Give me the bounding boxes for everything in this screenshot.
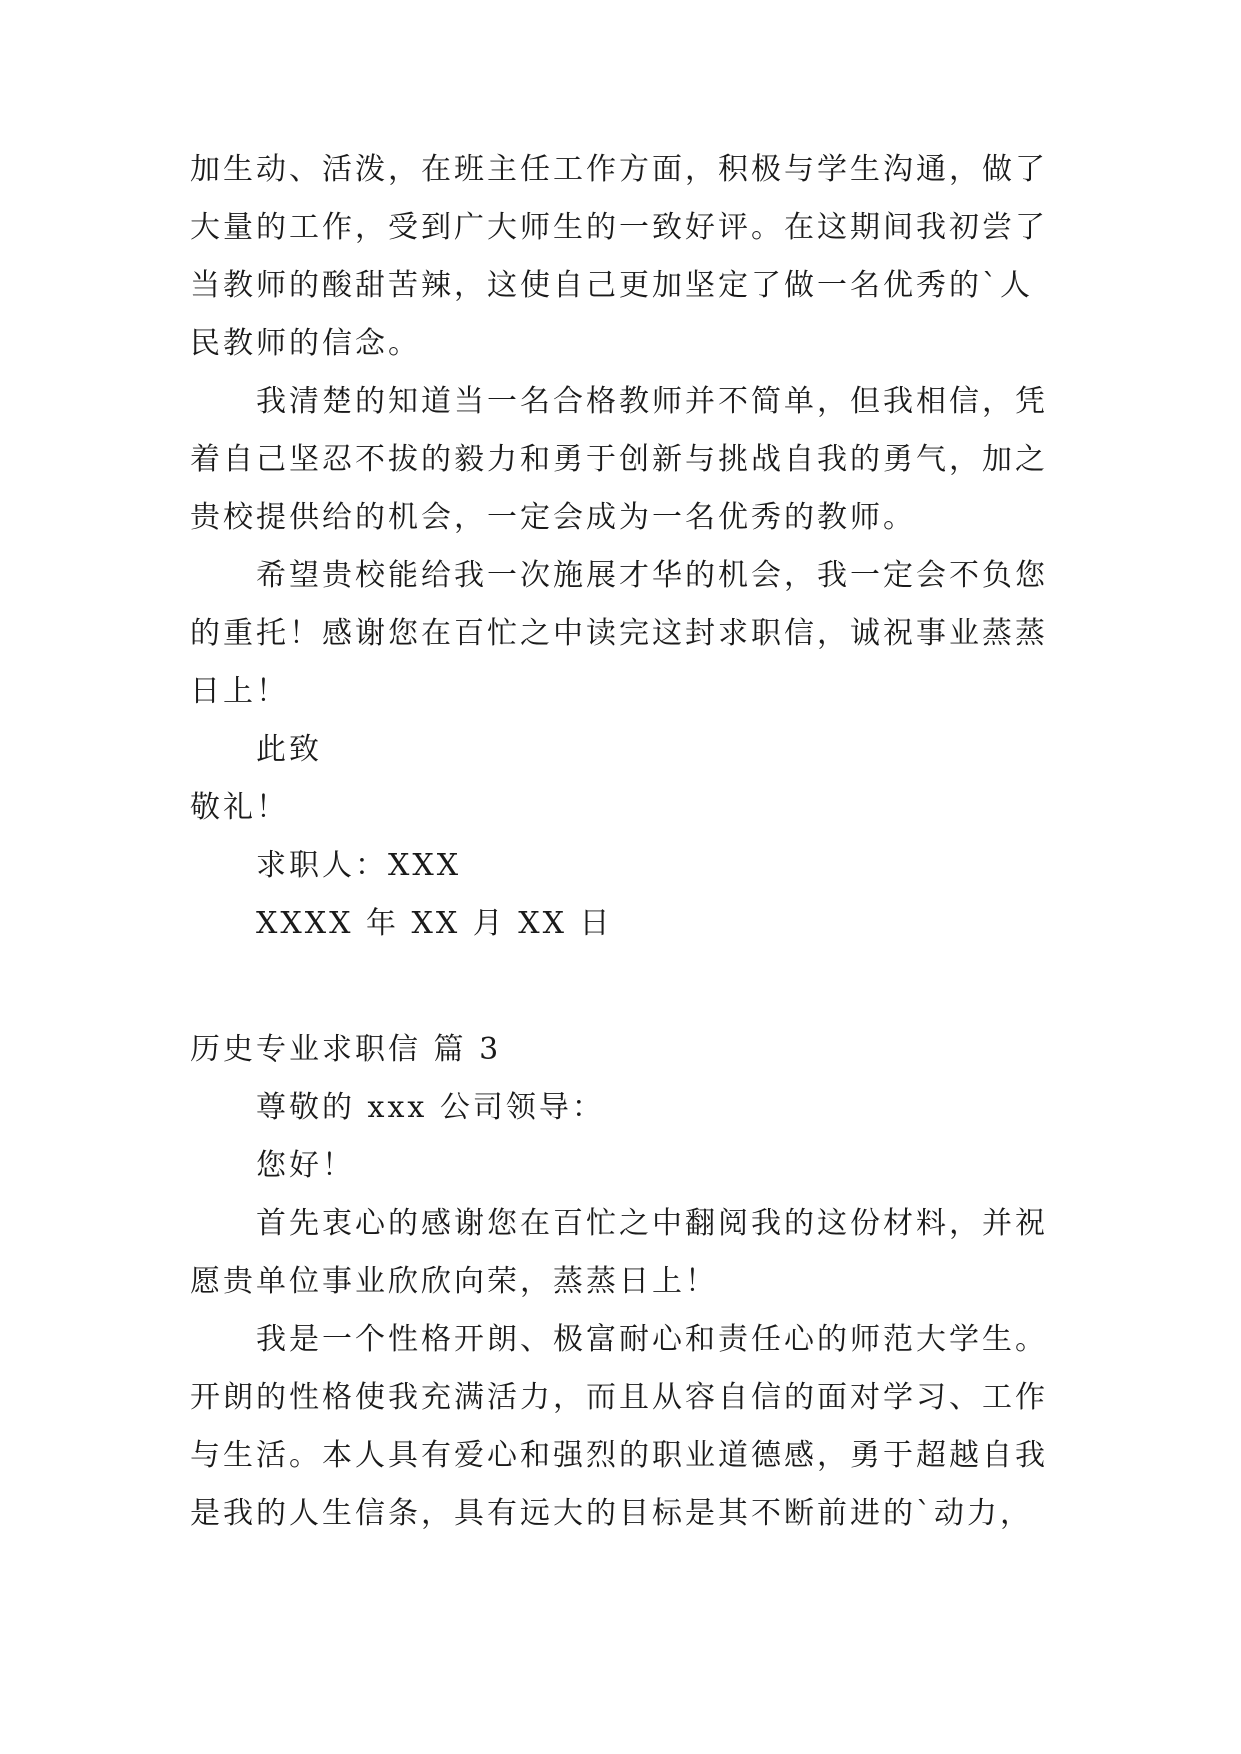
closing-regards: 敬礼！ xyxy=(190,790,289,825)
signature-date: XXXX 年 XX 月 XX 日 xyxy=(256,906,613,941)
text-line: 希望贵校能给我一次施展才华的机会，我一定会不负您 xyxy=(256,558,1048,593)
text-line: 首先衷心的感谢您在百忙之中翻阅我的这份材料，并祝 xyxy=(256,1206,1048,1241)
text-line: 当教师的酸甜苦辣，这使自己更加坚定了做一名优秀的`人 xyxy=(190,268,1033,303)
text-line: 是我的人生信条，具有远大的目标是其不断前进的`动力， xyxy=(190,1496,1033,1531)
greeting-hello: 您好！ xyxy=(256,1148,355,1183)
text-line: 着自己坚忍不拔的毅力和勇于创新与挑战自我的勇气，加之 xyxy=(190,442,1048,477)
text-line: 愿贵单位事业欣欣向荣，蒸蒸日上！ xyxy=(190,1264,718,1299)
text-line: 开朗的性格使我充满活力，而且从容自信的面对学习、工作 xyxy=(190,1380,1048,1415)
text-line: 民教师的信念。 xyxy=(190,326,421,361)
text-line: 贵校提供给的机会，一定会成为一名优秀的教师。 xyxy=(190,500,916,535)
text-line: 我是一个性格开朗、极富耐心和责任心的师范大学生。 xyxy=(256,1322,1048,1357)
text-line: 日上！ xyxy=(190,674,289,709)
closing-salutation: 此致 xyxy=(256,732,322,767)
text-line: 加生动、活泼，在班主任工作方面，积极与学生沟通，做了 xyxy=(190,152,1048,187)
text-line: 与生活。本人具有爱心和强烈的职业道德感，勇于超越自我 xyxy=(190,1438,1048,1473)
section-title: 历史专业求职信 篇 3 xyxy=(190,1032,502,1067)
signature-applicant: 求职人：XXX xyxy=(256,848,462,883)
text-line: 我清楚的知道当一名合格教师并不简单，但我相信，凭 xyxy=(256,384,1048,419)
greeting-recipient: 尊敬的 xxx 公司领导： xyxy=(256,1090,605,1125)
text-line: 的重托！感谢您在百忙之中读完这封求职信，诚祝事业蒸蒸 xyxy=(190,616,1048,651)
text-line: 大量的工作，受到广大师生的一致好评。在这期间我初尝了 xyxy=(190,210,1048,245)
